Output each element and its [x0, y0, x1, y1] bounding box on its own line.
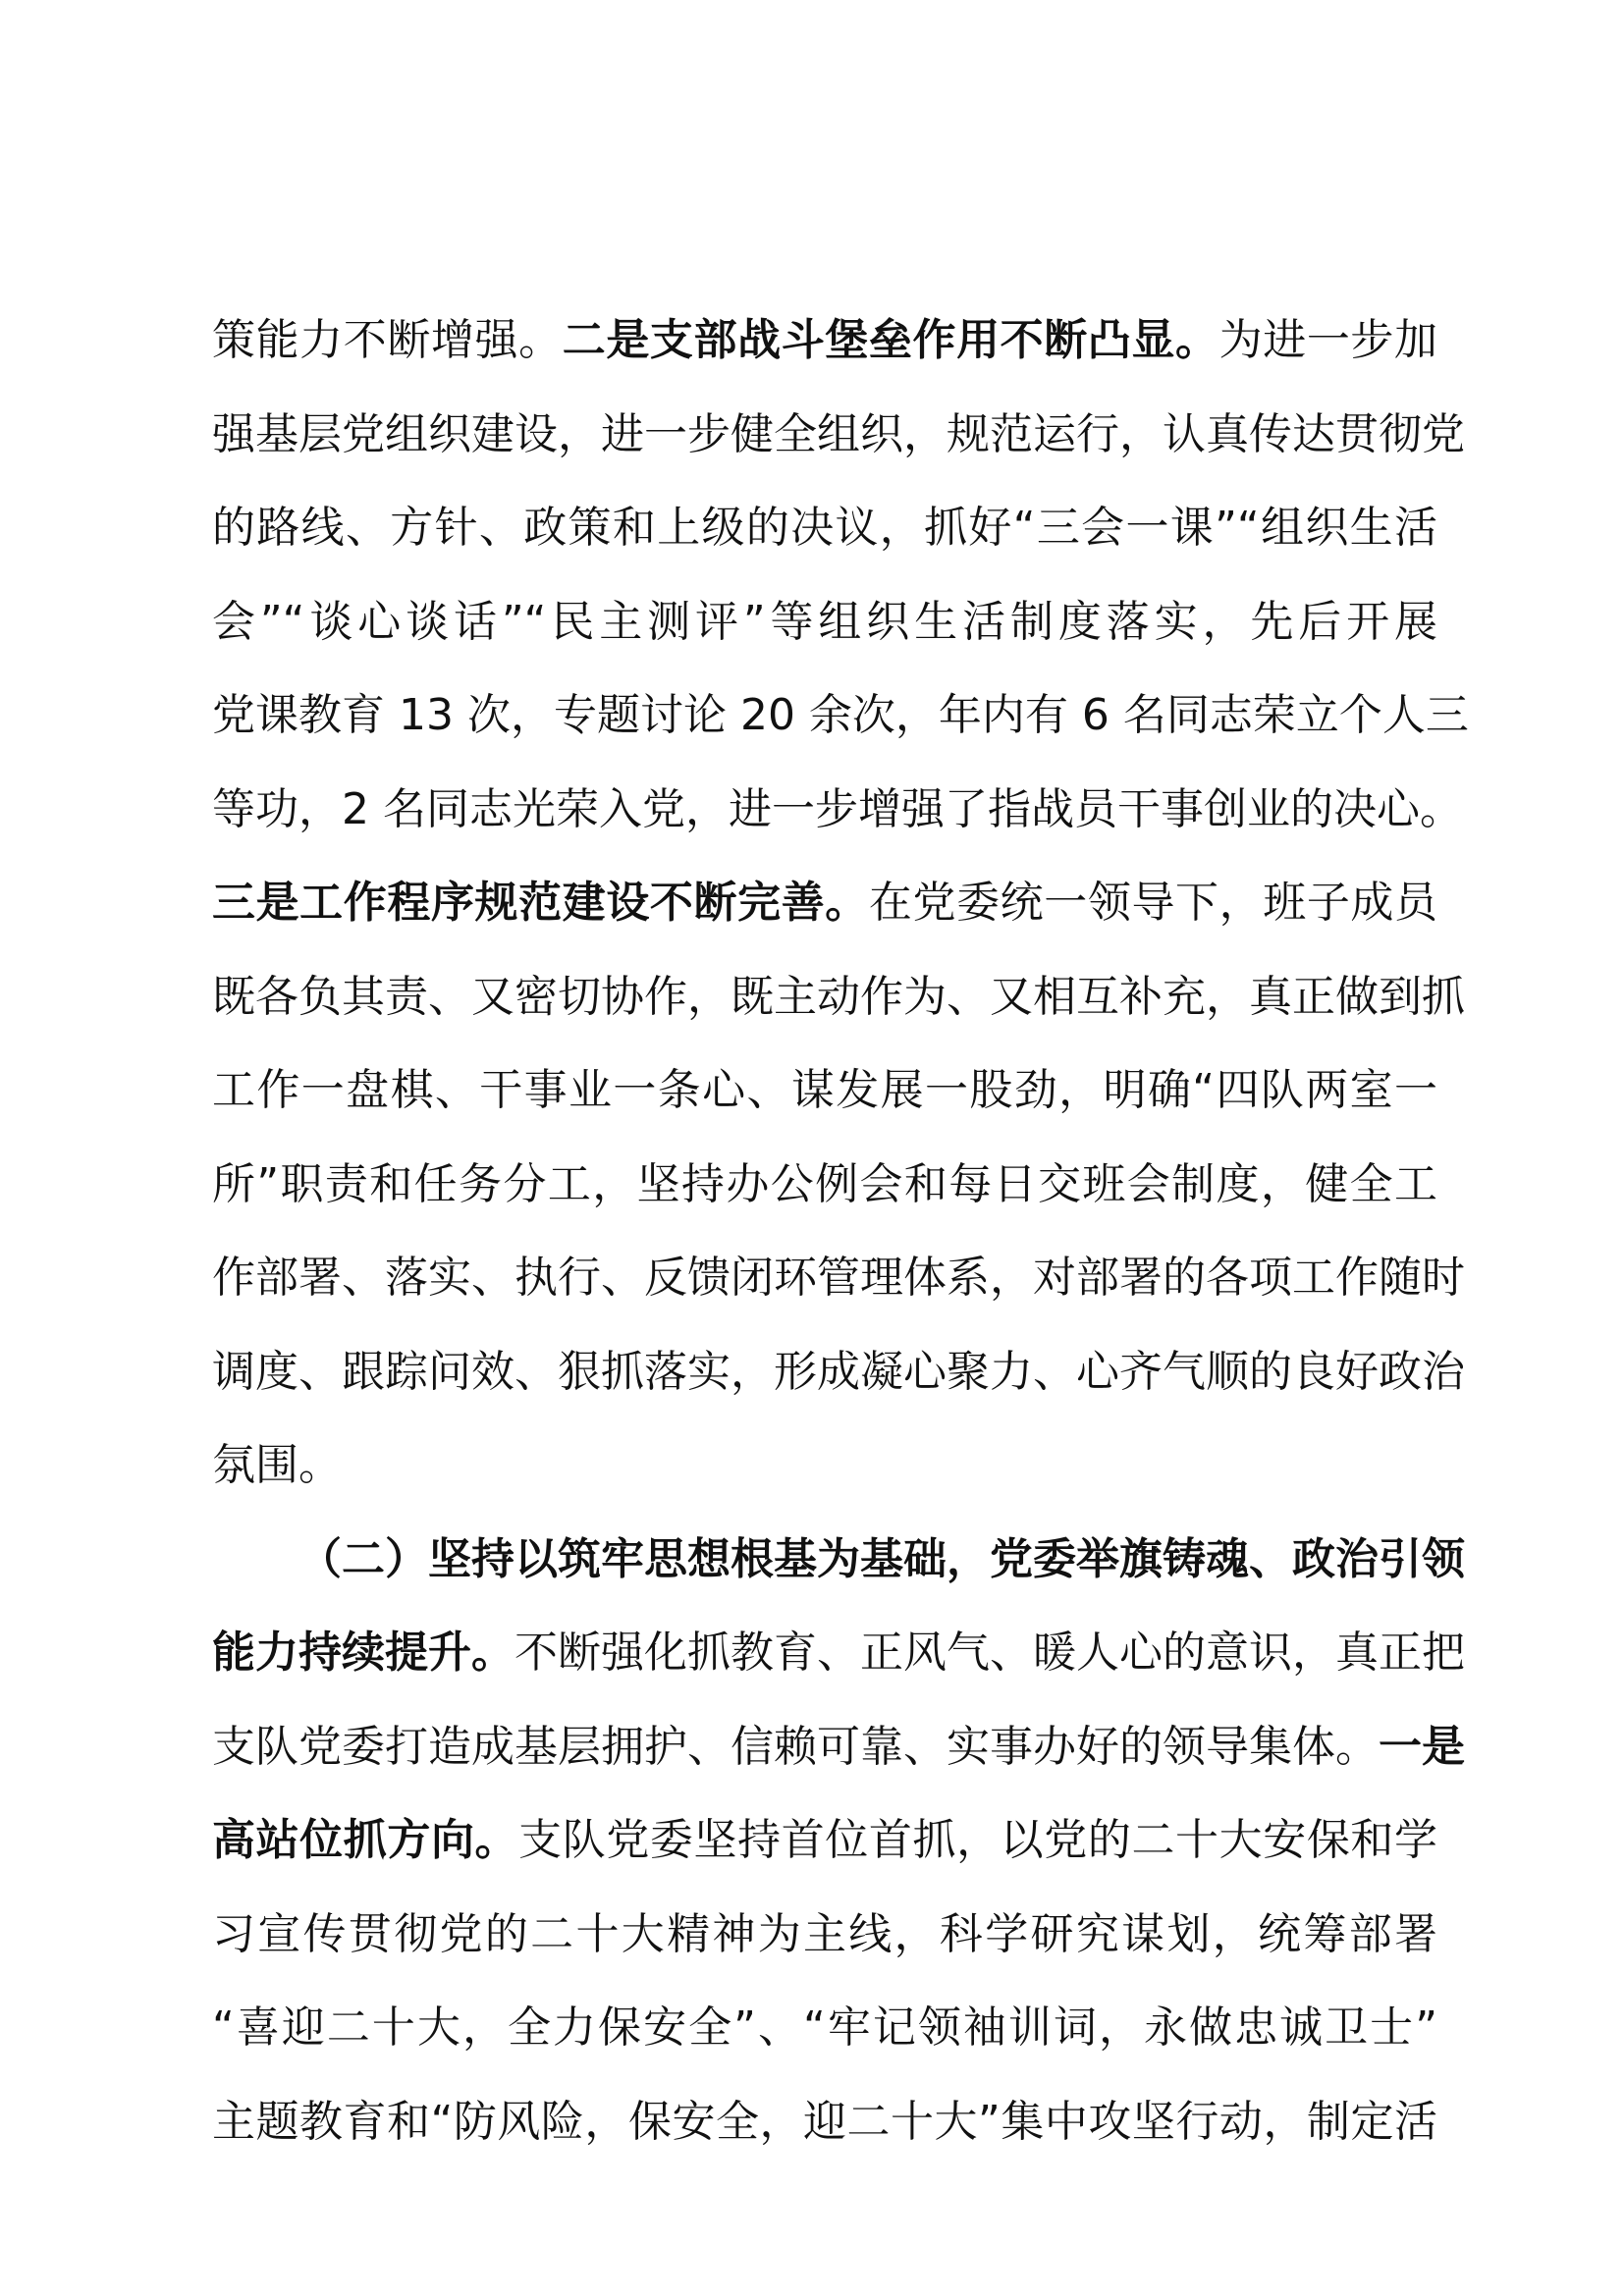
text-line — [212, 969, 1465, 1063]
text-line — [212, 406, 1465, 501]
bold-text-segment: （二）坚持以筑牢思想根基为基础，党委举旗铸魂、政治引领 — [298, 1533, 1465, 1584]
text-line — [212, 1344, 1465, 1438]
text-segment: 支队党委打造成基层拥护、信赖可靠、实事办好的领导集体。 — [212, 1721, 1379, 1772]
text-segment: 不断强化抓教育、正风气、暖人心的意识，真正把 — [514, 1628, 1465, 1678]
text-line — [212, 1812, 1437, 1906]
text-line — [212, 1906, 1437, 2001]
text-segment: 所”职责和任务分工，坚持办公例会和每日交班会制度，健全工 — [212, 1158, 1437, 1209]
bold-text-segment: 能力持续提升。 — [212, 1628, 514, 1678]
body-text — [212, 312, 1469, 2187]
text-segment: 支队党委坚持首位首抓，以党的二十大安保和学 — [518, 1815, 1438, 1865]
text-line — [212, 500, 1437, 594]
text-segment: 既各负其责、又密切协作，既主动作为、又相互补充，真正做到抓 — [212, 971, 1465, 1022]
bold-text-segment: 三是工作程序规范建设不断完善。 — [212, 878, 869, 928]
text-line — [212, 1156, 1437, 1251]
text-segment: 作部署、落实、执行、反馈闭环管理体系，对部署的各项工作随时 — [212, 1253, 1465, 1303]
text-segment: 强基层党组织建设，进一步健全组织，规范运行，认真传达贯彻党 — [212, 408, 1465, 459]
text-segment: 工作一盘棋、干事业一条心、谋发展一股劲，明确“四队两室一 — [212, 1065, 1437, 1115]
text-segment: 氛围。 — [212, 1440, 342, 1490]
bold-text-segment: 高站位抓方向。 — [212, 1815, 519, 1865]
text-segment: 策能力不断增强。 — [212, 315, 563, 365]
bold-text-segment: 一是 — [1379, 1721, 1465, 1772]
text-line — [212, 687, 1469, 781]
text-line — [212, 1250, 1465, 1344]
text-segment: 为进一步加 — [1218, 315, 1438, 365]
text-segment: 在党委统一领导下，班子成员 — [868, 878, 1438, 928]
text-line — [212, 2000, 1437, 2094]
text-segment: 主题教育和“防风险，保安全，迎二十大”集中攻坚行动，制定活 — [212, 2096, 1437, 2147]
text-segment: 调度、跟踪问效、狠抓落实，形成凝心聚力、心齐气顺的良好政治 — [212, 1346, 1465, 1397]
text-line — [212, 1625, 1465, 1719]
text-line — [212, 1437, 1437, 1531]
text-segment: 会”“谈心谈话”“民主测评”等组织生活制度落实，先后开展 — [212, 596, 1437, 647]
text-line — [212, 594, 1437, 688]
text-line — [212, 1531, 1465, 1626]
text-line — [212, 2094, 1437, 2188]
text-segment: 的路线、方针、政策和上级的决议，抓好“三会一课”“组织生活 — [212, 503, 1437, 553]
text-segment: 等功，2 名同志光荣入党，进一步增强了指战员干事创业的决心。 — [212, 783, 1463, 834]
text-segment: 习宣传贯彻党的二十大精神为主线，科学研究谋划，统筹部署 — [212, 1908, 1437, 1959]
text-segment: “喜迎二十大，全力保安全”、“牢记领袖训词，永做忠诚卫士” — [212, 2002, 1437, 2053]
text-line — [212, 1062, 1437, 1156]
text-segment: 党课教育 13 次，专题讨论 20 余次，年内有 6 名同志荣立个人三 — [212, 690, 1469, 740]
text-line — [212, 1719, 1465, 1813]
text-line — [212, 781, 1463, 876]
bold-text-segment: 二是支部战斗堡垒作用不断凸显。 — [562, 315, 1219, 365]
text-line — [212, 875, 1437, 969]
text-line — [212, 312, 1437, 406]
